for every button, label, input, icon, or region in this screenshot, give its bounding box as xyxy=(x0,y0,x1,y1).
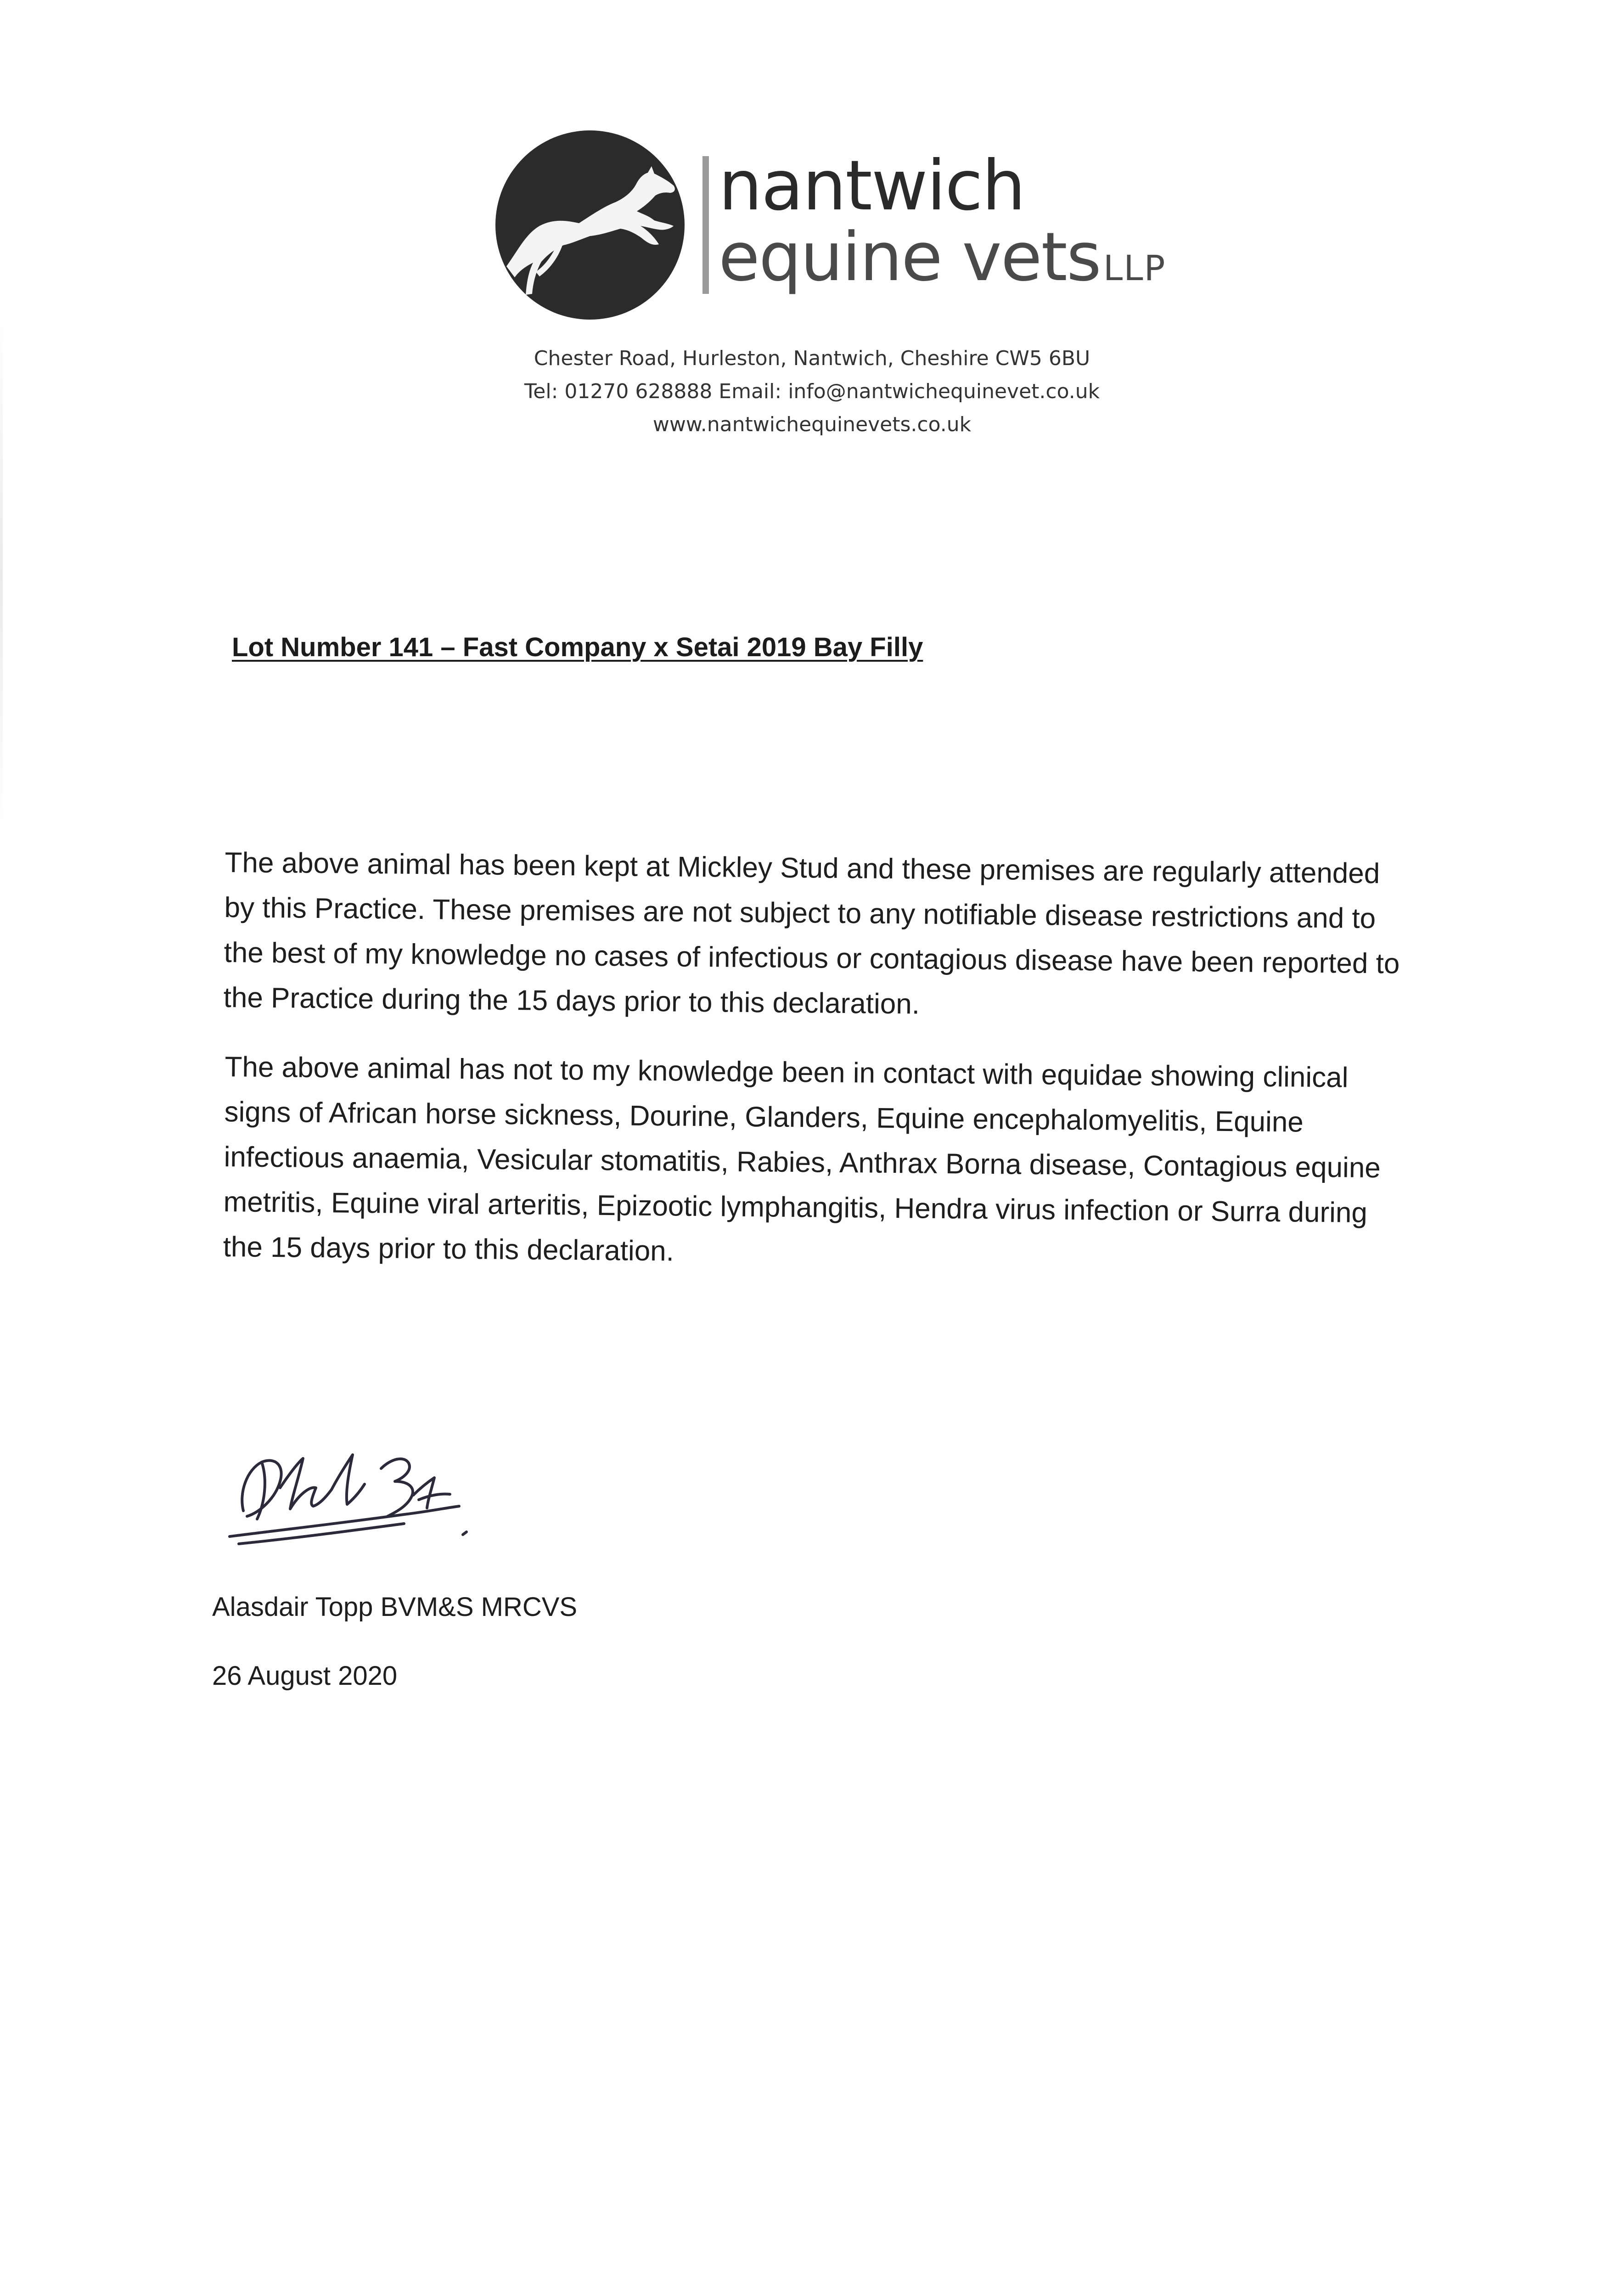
declaration-paragraph-2: The above animal has not to my knowledge been in contact with equidae showing clinical signs of African horse sickness, Dourine, Glanders, Equine encephalomyelitis, Equine infectious anaemia, Vesicular stomatitis, Rabies, Anthrax Borna disease, Contagious equine metritis, Equine viral arteritis, Epizootic lymphangitis, Hendra virus infection or Surra during the 15 days prior to this declaration. xyxy=(223,1051,1381,1267)
postal-address: Chester Road, Hurleston, Nantwich, Cheshire CW5 6BU xyxy=(534,347,1090,370)
jumping-horse-logo-icon xyxy=(494,129,686,321)
contact-details: Tel: 01270 628888 Email: info@nantwichequinevet.co.uk xyxy=(524,380,1100,403)
logo-sub-text xyxy=(719,218,1166,303)
letterhead-address-block xyxy=(0,342,1624,441)
practice-logo xyxy=(494,119,1166,321)
logo-divider-bar xyxy=(702,156,709,294)
logo-suffix: LLP xyxy=(1103,248,1166,288)
logo-sub-main: equine vets xyxy=(719,218,1101,296)
logo-name-text: nantwich xyxy=(719,146,1025,226)
website-address: www.nantwichequinevets.co.uk xyxy=(652,413,972,436)
signatory-name: Alasdair Topp BVM&S MRCVS xyxy=(212,1592,578,1622)
declaration-date: 26 August 2020 xyxy=(212,1661,398,1691)
handwritten-signature xyxy=(211,1414,533,1552)
declaration-paragraph-1: The above animal has been kept at Mickley Stud and these premises are regularly attended by this Practice. These premises are not subject to any notifiable disease restrictions and to the best of my knowledge no cases of infectious or contagious disease have been reported to the Practice during the 15 days prior to this declaration. xyxy=(223,846,1400,1020)
lot-heading: Lot Number 141 – Fast Company x Setai 2019 Bay Filly xyxy=(232,632,923,662)
